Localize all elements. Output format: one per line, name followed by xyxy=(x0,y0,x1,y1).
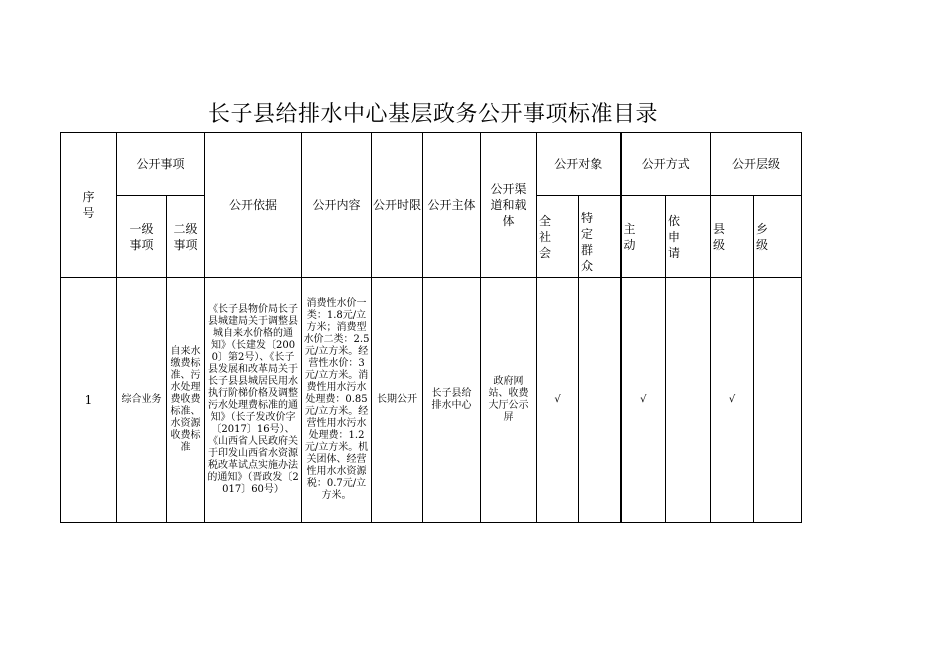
cell-basis: 《长子县物价局长子县城建局关于调整县城自来水价格的通知》（长建发〔2000〕第2号）、《长子县发展和改革局关于长子县县城居民用水执行阶梯价格及调整污水处理费标准的通知》（长子发改价字〔2017〕16号）、《山西省人民政府关于印发山西省水资源税改革试点实施办法的通知》（晋政发〔2017〕60号） xyxy=(205,278,302,523)
header-method-active: 主动 xyxy=(621,196,666,278)
header-level-township: 乡级 xyxy=(754,196,802,278)
header-seq: 序号 xyxy=(61,133,117,278)
cell-level1: 综合业务 xyxy=(117,278,167,523)
header-audience-specific: 特定群众 xyxy=(579,196,621,278)
header-method-apply: 依申请 xyxy=(666,196,711,278)
cell-level-township xyxy=(754,278,802,523)
header-audience-all: 全社会 xyxy=(537,196,579,278)
cell-audience-specific xyxy=(579,278,621,523)
cell-time: 长期公开 xyxy=(372,278,423,523)
header-subject: 公开主体 xyxy=(423,133,481,278)
header-time: 公开时限 xyxy=(372,133,423,278)
cell-seq: 1 xyxy=(61,278,117,523)
header-level1: 一级事项 xyxy=(117,196,167,278)
cell-level-county: √ xyxy=(711,278,754,523)
header-method: 公开方式 xyxy=(621,133,711,196)
catalog-table xyxy=(60,132,802,523)
cell-channel: 政府网站、收费大厅公示屏 xyxy=(481,278,537,523)
cell-subject: 长子县给排水中心 xyxy=(423,278,481,523)
header-basis: 公开依据 xyxy=(205,133,302,278)
cell-audience-all: √ xyxy=(537,278,579,523)
cell-level2: 自来水缴费标准、污水处理费收费标准、水资源收费标准 xyxy=(167,278,205,523)
header-item: 公开事项 xyxy=(117,133,205,196)
page-title: 长子县给排水中心基层政务公开事项标准目录 xyxy=(208,102,659,127)
header-level2: 二级事项 xyxy=(167,196,205,278)
table-row xyxy=(61,278,802,523)
cell-content: 消费性水价一类：1.8元/立方米；消费型水价二类：2.5元/立方米。经营性水价：3元/立方米。消费性用水污水处理费：0.85元/立方米。经营性用水污水处理费：1.2元/立方米。机关团体、经营性用水水资源税：0.7元/立方米。 xyxy=(302,278,372,523)
header-channel: 公开渠道和载体 xyxy=(481,133,537,278)
header-row-1 xyxy=(61,133,802,196)
header-level: 公开层级 xyxy=(711,133,802,196)
cell-method-apply xyxy=(666,278,711,523)
header-content: 公开内容 xyxy=(302,133,372,278)
header-audience: 公开对象 xyxy=(537,133,621,196)
cell-method-active: √ xyxy=(621,278,666,523)
header-level-county: 县级 xyxy=(711,196,754,278)
